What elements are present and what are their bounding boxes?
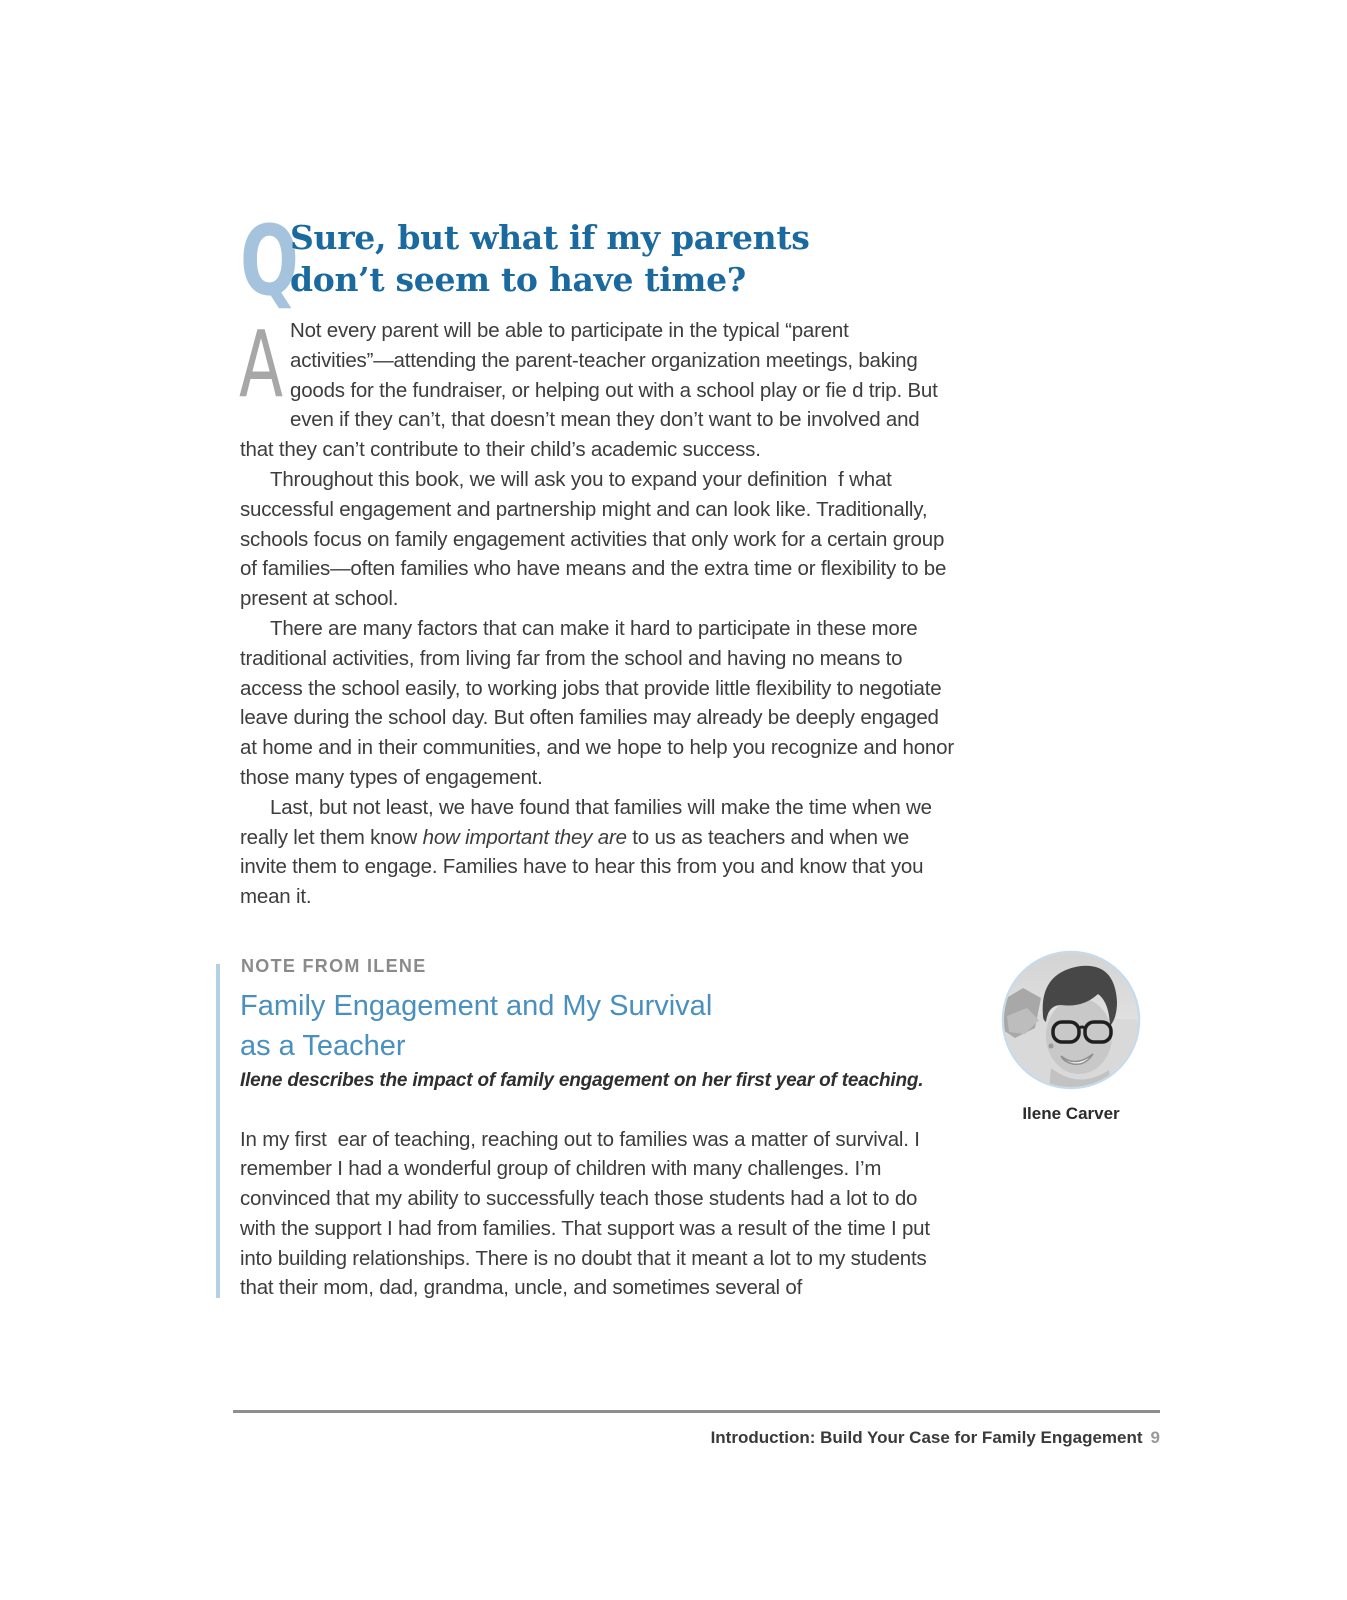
question-line-2: don’t seem to have time? bbox=[290, 260, 746, 299]
answer-marker: A bbox=[239, 311, 284, 418]
note-accent-bar bbox=[216, 964, 220, 1298]
note-kicker: NOTE FROM ILENE bbox=[241, 956, 427, 976]
note-title-line-2: as a Teacher bbox=[240, 1030, 406, 1062]
paragraph-text: Last, but not least, we have found that families will make the time when we really let them know bbox=[240, 795, 932, 849]
paragraph: Throughout this book, we will ask you to expand your definition f what successful engagement and partnership might and can look like. Traditionally, schools focus on family engagement activities that only work for a certain group of families—often families who have means and the extra time or flexibility to be present at school. bbox=[240, 467, 947, 611]
paragraph-text: Not every parent will be able to participate in the typical “parent activities”—attending the parent-teacher organization meetings, baking goods for the fundraiser, or helping out with a school play or fie d trip. But even if they can’t, that doesn’t mean they don’t want to be involved and that they can’t contribute to their child’s academic success. bbox=[240, 319, 938, 462]
paragraph bbox=[240, 793, 955, 912]
note-title-line-1: Family Engagement and My Survival bbox=[240, 990, 713, 1022]
author-photo-block bbox=[1000, 950, 1142, 1124]
emphasized-phrase: how important they are bbox=[422, 825, 627, 849]
dropcap-spacer bbox=[240, 316, 290, 406]
paragraph-text: to us as teachers and when we invite them to engage. Families have to hear this from you and know that you mean it. bbox=[240, 825, 924, 909]
question-heading bbox=[290, 217, 810, 301]
question-marker: Q bbox=[240, 205, 299, 317]
note-title bbox=[240, 986, 712, 1066]
answer-body bbox=[239, 311, 955, 912]
question-line-1: Sure, but what if my parents bbox=[290, 218, 810, 257]
photo-caption: Ilene Carver bbox=[1022, 1104, 1120, 1123]
ilene-carver-photo bbox=[1001, 950, 1141, 1090]
footer bbox=[233, 1428, 1160, 1448]
note-body-text: In my first ear of teaching, reaching out to families was a matter of survival. I remember I had a wonderful group of children with many challenges. I’m convinced that my ability to successfully teach those students had a lot to do with the support I had from families. That support was a result of the time I put into building relationships. There is no doubt that it meant a lot to my students that their mom, dad, grandma, uncle, and sometimes several of bbox=[240, 1127, 930, 1300]
paragraph: There are many factors that can make it hard to participate in these more traditional activities, from living far from the school and having no means to access the school easily, to working jobs that provide little flexibility to negotiate leave during the school day. But often families may already be deeply engaged at home and in their communities, and we hope to help you recognize and honor those many types of engagement. bbox=[240, 616, 954, 789]
footer-rule bbox=[233, 1410, 1160, 1413]
paragraph bbox=[239, 311, 955, 465]
footer-chapter-title: Introduction: Build Your Case for Family Engagement bbox=[710, 1428, 1143, 1447]
page-number: 9 bbox=[1150, 1428, 1160, 1447]
note-subtitle: Ilene describes the impact of family engagement on her first year of teaching. bbox=[240, 1070, 924, 1091]
